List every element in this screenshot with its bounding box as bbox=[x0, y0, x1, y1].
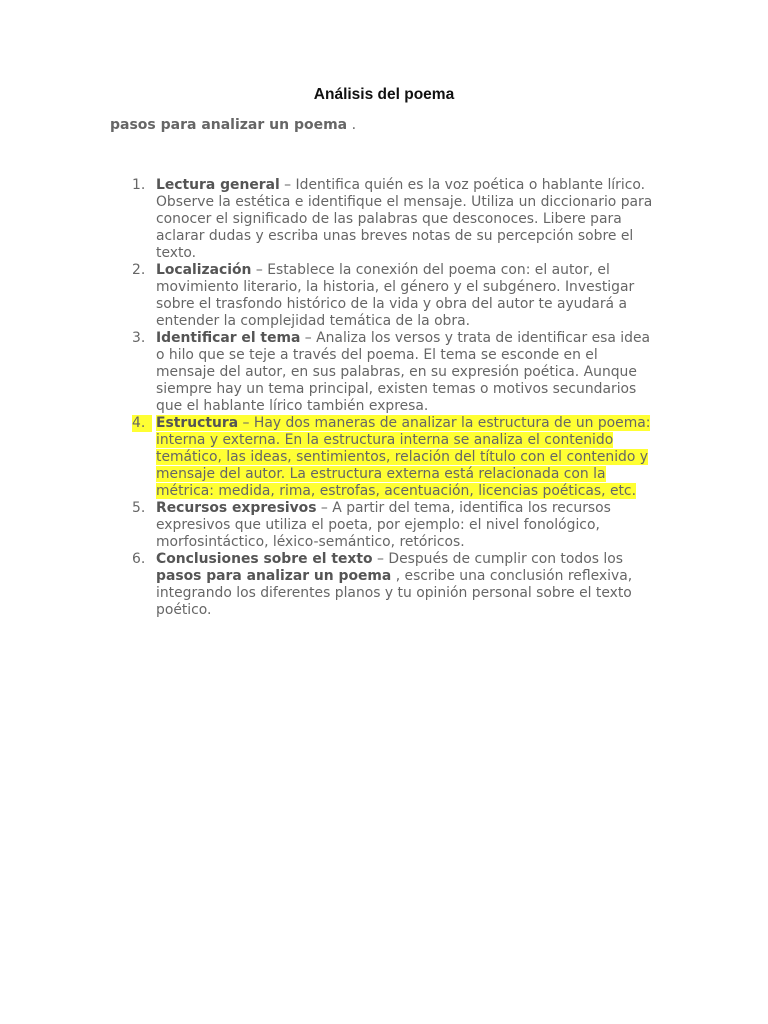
subtitle bbox=[110, 117, 356, 133]
list-item bbox=[110, 177, 658, 262]
list-text: – Establece la conexión del poema con: el autor, el movimiento literario, la historia, el género y el subgénero. Investigar sobre el trasfondo histórico de la vida y obra del autor te ayudará a entender la complejidad temática de la obra. bbox=[156, 262, 635, 329]
list-term: Estructura bbox=[156, 415, 239, 431]
list-text: – Después de cumplir con todos los bbox=[372, 551, 623, 567]
list-text: – Identifica quién es la voz poética o hablante lírico. Observe la estética e identifique el mensaje. Utiliza un diccionario para conocer el significado de las palabras que desconoces. Libere para aclarar dudas y escriba unas breves notas de su percepción sobre el texto. bbox=[156, 177, 653, 261]
subtitle-rest: . bbox=[347, 117, 357, 133]
list-term: Recursos expresivos bbox=[156, 500, 317, 516]
list-term: Localización bbox=[156, 262, 252, 278]
list-item bbox=[110, 500, 658, 551]
list-number: 3. bbox=[132, 330, 146, 346]
list-term: Lectura general bbox=[156, 177, 280, 193]
list-number: 5. bbox=[132, 500, 146, 516]
list-text: – A partir del tema, identifica los recursos expresivos que utiliza el poeta, por ejemplo: el nivel fonológico, morfosintáctico, léxico-semántico, retóricos. bbox=[156, 500, 611, 550]
list-text: – Analiza los versos y trata de identificar esa idea o hilo que se teje a través del poema. El tema se esconde en el mensaje del autor, en sus palabras, en su expresión poética. Aunque siempre hay un tema principal, existen temas o motivos secundarios que el hablante lírico también expresa. bbox=[156, 330, 651, 414]
highlighted-text bbox=[156, 415, 650, 499]
list-item bbox=[110, 262, 658, 330]
list-term: Conclusiones sobre el texto bbox=[156, 551, 373, 567]
list-number: 6. bbox=[132, 551, 146, 567]
list-item bbox=[110, 551, 658, 619]
list-item bbox=[110, 330, 658, 415]
list-item-highlighted bbox=[110, 415, 658, 500]
list-number: 2. bbox=[132, 262, 146, 278]
steps-list bbox=[110, 177, 658, 619]
page-title: Análisis del poema bbox=[313, 86, 455, 103]
list-number: 4. bbox=[132, 415, 152, 432]
inline-bold: pasos para analizar un poema bbox=[156, 568, 392, 584]
list-number: 1. bbox=[132, 177, 146, 193]
list-text-after: , escribe una conclusión reflexiva, integrando los diferentes planos y tu opinión personal sobre el texto poético. bbox=[156, 568, 633, 618]
subtitle-bold: pasos para analizar un poema bbox=[110, 117, 348, 133]
list-text: – Hay dos maneras de analizar la estructura de un poema: interna y externa. En la estructura interna se analiza el contenido temático, las ideas, sentimientos, relación del título con el contenido y mensaje del autor. La estructura externa está relacionada con la métrica: medida, rima, estrofas, acentuación, licencias poéticas, etc. bbox=[156, 415, 651, 499]
list-term: Identificar el tema bbox=[156, 330, 301, 346]
